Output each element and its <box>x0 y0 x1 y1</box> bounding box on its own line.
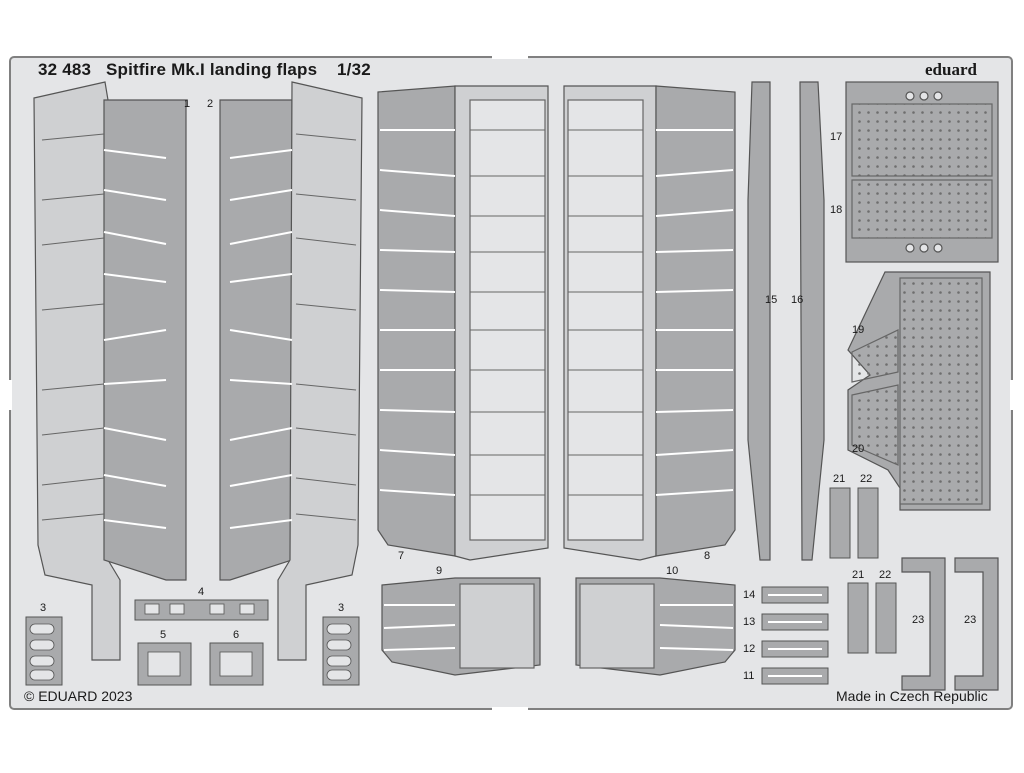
part-number: 22 <box>860 473 873 485</box>
part-7-flap <box>378 86 548 560</box>
part-number: 6 <box>233 629 240 641</box>
part-number: 1 <box>184 98 191 110</box>
part-8-flap <box>564 86 735 560</box>
part-number: 21 <box>833 473 846 485</box>
part-number: 3 <box>338 602 345 614</box>
part-number: 23 <box>912 614 925 626</box>
part-number: 16 <box>791 294 804 306</box>
part-number: 23 <box>964 614 977 626</box>
part-number: 14 <box>743 589 756 601</box>
part-number: 2 <box>207 98 214 110</box>
part-number: 11 <box>743 670 755 682</box>
part-number: 15 <box>765 294 778 306</box>
part-number: 17 <box>830 131 843 143</box>
part-9 <box>382 578 540 675</box>
part-number: 8 <box>704 550 711 562</box>
part-number: 10 <box>666 565 679 577</box>
product-scale: 1/32 <box>337 60 371 79</box>
part-number: 4 <box>198 586 205 598</box>
part-number: 3 <box>40 602 47 614</box>
part-number: 12 <box>743 643 756 655</box>
part-number: 22 <box>879 569 892 581</box>
part-17-18 <box>846 82 998 262</box>
part-number: 7 <box>398 550 405 562</box>
product-name: Spitfire Mk.I landing flaps <box>105 60 318 79</box>
product-code: 32 483 <box>38 60 92 79</box>
copyright-text: © EDUARD 2023 <box>24 688 133 704</box>
sheet-title <box>38 60 371 80</box>
part-number: 18 <box>830 204 843 216</box>
part-number: 19 <box>852 324 865 336</box>
brand-logo: eduard <box>925 60 977 79</box>
origin-text: Made in Czech Republic <box>836 688 988 704</box>
part-number: 9 <box>436 565 443 577</box>
part-10 <box>576 578 735 675</box>
part-number: 13 <box>743 616 756 628</box>
part-number: 5 <box>160 629 167 641</box>
part-number: 20 <box>852 443 865 455</box>
part-number: 21 <box>852 569 865 581</box>
part-2-flap <box>220 82 362 660</box>
part-1-flap <box>34 82 186 660</box>
